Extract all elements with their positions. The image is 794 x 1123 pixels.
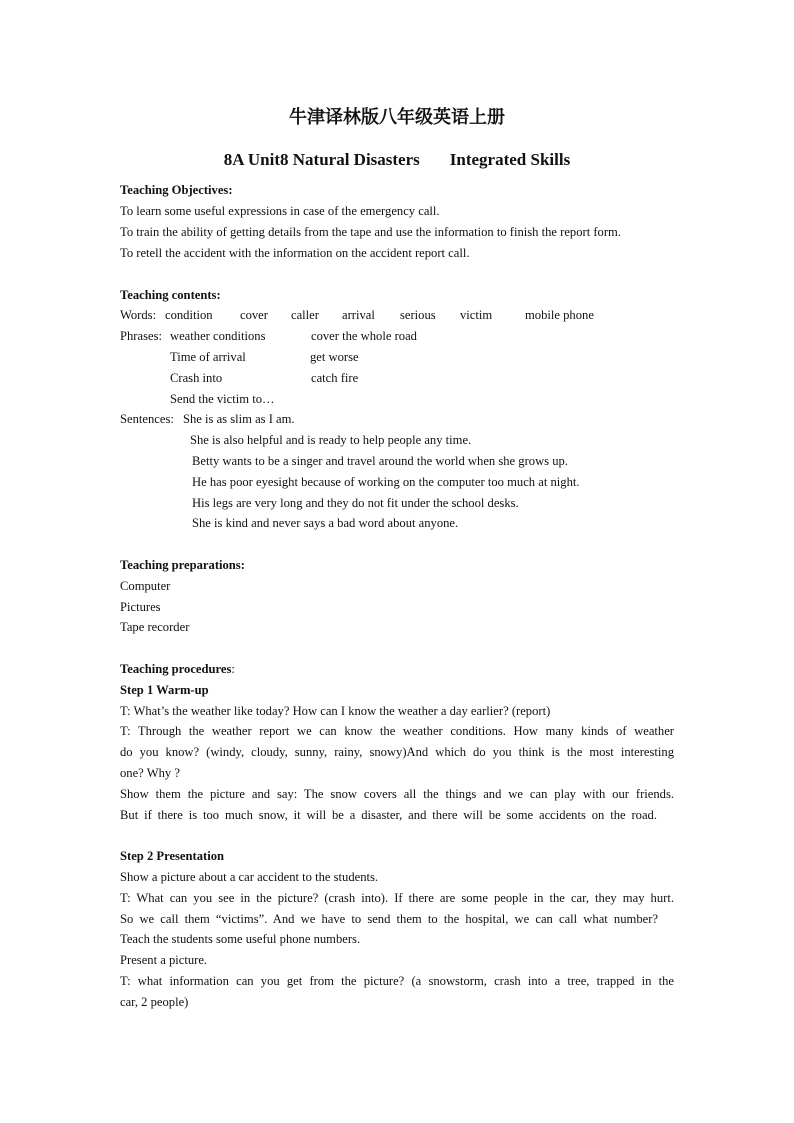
phrase-item: weather conditions xyxy=(170,329,266,343)
phrases-row xyxy=(120,349,680,365)
step2-line: Show a picture about a car accident to the students. xyxy=(120,870,379,884)
sentences-label: Sentences: xyxy=(120,412,174,426)
step1-line: do you know? (windy, cloudy, sunny, rainy, snowy)And which do you think is the most interesting xyxy=(120,745,674,759)
word-item: victim xyxy=(460,308,493,322)
phrase-item: get worse xyxy=(310,350,359,364)
sentence-item: Betty wants to be a singer and travel around the world when she grows up. xyxy=(192,454,568,468)
unit-title: 8A Unit8 Natural Disasters xyxy=(223,150,420,169)
step2-line: So we call them “victims”. And we have to send them to the hospital, we can call what number? xyxy=(120,912,658,926)
sentence-item: She is as slim as I am. xyxy=(183,412,295,426)
step1-line: Show them the picture and say: The snow covers all the things and we can play with our friends. xyxy=(120,787,674,801)
preparation-item: Pictures xyxy=(120,600,161,614)
procedures-heading-line xyxy=(120,661,235,677)
step1-line: one? Why ? xyxy=(120,766,180,780)
phrase-item: catch fire xyxy=(311,371,359,385)
words-label: Words: xyxy=(120,308,157,322)
sentence-item: She is kind and never says a bad word about anyone. xyxy=(192,516,459,530)
phrases-row xyxy=(120,370,680,386)
sentences-row xyxy=(120,411,680,427)
phrase-item: Crash into xyxy=(170,371,223,385)
step2-line: Present a picture. xyxy=(120,953,208,967)
word-item: arrival xyxy=(342,308,375,322)
contents-heading: Teaching contents: xyxy=(120,288,221,302)
phrase-item: cover the whole road xyxy=(311,329,417,343)
objective-item: To train the ability of getting details from the tape and use the information to finish the report form. xyxy=(120,225,621,239)
preparations-heading: Teaching preparations: xyxy=(120,558,245,572)
objective-item: To retell the accident with the information on the accident report call. xyxy=(120,246,470,260)
step2-line: Teach the students some useful phone numbers. xyxy=(120,932,361,946)
word-item: mobile phone xyxy=(525,308,594,322)
objective-item: To learn some useful expressions in case of the emergency call. xyxy=(120,204,440,218)
objectives-heading: Teaching Objectives: xyxy=(120,183,233,197)
word-item: condition xyxy=(165,308,213,322)
phrases-label: Phrases: xyxy=(120,329,162,343)
preparation-item: Computer xyxy=(120,579,171,593)
document-subtitle xyxy=(0,149,794,171)
step1-heading: Step 1 Warm-up xyxy=(120,683,209,697)
step2-line: T: what information can you get from the picture? (a snowstorm, crash into a tree, trapped in the xyxy=(120,974,674,988)
phrase-item: Send the victim to… xyxy=(170,392,275,406)
phrases-row xyxy=(120,391,680,407)
lesson-title: Integrated Skills xyxy=(449,150,571,169)
word-item: cover xyxy=(240,308,268,322)
step2-line: T: What can you see in the picture? (crash into). If there are some people in the car, they may hurt. xyxy=(120,891,674,905)
sentence-item: He has poor eyesight because of working on the computer too much at night. xyxy=(192,475,580,489)
words-row xyxy=(120,307,680,323)
procedures-heading-colon: : xyxy=(231,662,235,676)
word-item: caller xyxy=(291,308,319,322)
preparation-item: Tape recorder xyxy=(120,620,190,634)
procedures-heading: Teaching procedures xyxy=(120,662,232,676)
step1-line: T: What’s the weather like today? How can I know the weather a day earlier? (report) xyxy=(120,704,551,718)
sentence-item: His legs are very long and they do not fit under the school desks. xyxy=(192,496,519,510)
word-item: serious xyxy=(400,308,436,322)
phrases-row xyxy=(120,328,680,344)
phrase-item: Time of arrival xyxy=(170,350,246,364)
step1-line: But if there is too much snow, it will be a disaster, and there will be some accidents on the road. xyxy=(120,808,657,822)
step2-line: car, 2 people) xyxy=(120,995,189,1009)
document-title: 牛津译林版八年级英语上册 xyxy=(289,107,505,127)
step2-heading: Step 2 Presentation xyxy=(120,849,225,863)
sentence-item: She is also helpful and is ready to help people any time. xyxy=(190,433,472,447)
step1-line: T: Through the weather report we can know the weather conditions. How many kinds of weather xyxy=(120,724,674,738)
